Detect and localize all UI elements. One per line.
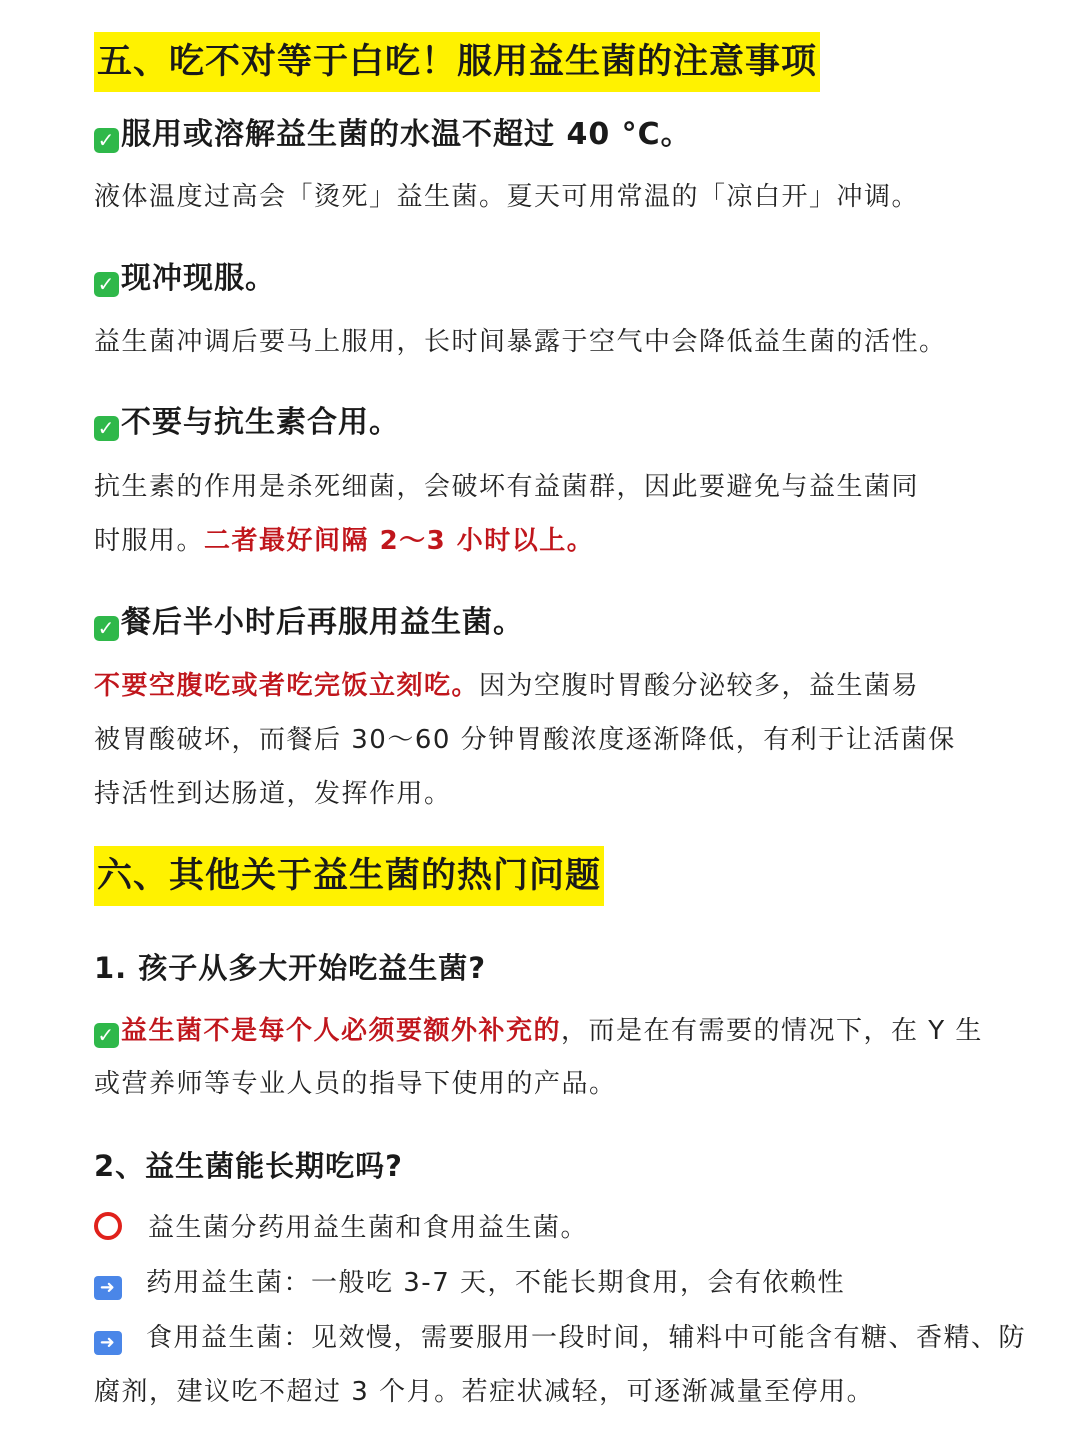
point-2 — [94, 1263, 845, 1303]
tip-3-body-line2 — [94, 521, 594, 561]
arrow-right-icon: ➜ — [94, 1276, 122, 1300]
tip-3-body-line1: 抗生素的作用是杀死细菌，会破坏有益菌群，因此要避免与益生菌同 — [94, 472, 920, 502]
answer-1-line1 — [94, 1011, 983, 1051]
tip-1-body: 液体温度过高会「烫死」益生菌。夏天可用常温的「凉白开」冲调。 — [94, 182, 920, 212]
check-icon: ✓ — [94, 416, 119, 441]
tip-3-heading-text: 不要与抗生素合用。 — [121, 405, 400, 440]
tip-3-heading — [94, 403, 400, 443]
section-6-title: 六、其他关于益生菌的热门问题 — [94, 846, 604, 906]
question-2: 2、益生菌能长期吃吗? — [94, 1149, 404, 1183]
tip-1-heading — [94, 115, 692, 155]
check-icon: ✓ — [94, 128, 119, 153]
point-1 — [94, 1208, 588, 1248]
question-1: 1. 孩子从多大开始吃益生菌? — [94, 951, 487, 985]
tip-4-heading — [94, 603, 524, 643]
point-1-text: 益生菌分药用益生菌和食用益生菌。 — [148, 1213, 589, 1243]
tip-4-body-line2: 被胃酸破坏，而餐后 30～60 分钟胃酸浓度逐渐降低，有利于让活菌保 — [94, 725, 956, 755]
answer-1-emphasis: 益生菌不是每个人必须要额外补充的 — [121, 1016, 562, 1046]
point-3-line1 — [94, 1318, 1026, 1358]
tip-3-body-text: 时服用。 — [94, 526, 205, 556]
check-icon: ✓ — [94, 616, 119, 641]
point-2-text: 药用益生菌：一般吃 3-7 天，不能长期食用，会有依赖性 — [146, 1268, 845, 1298]
point-3-line2: 腐剂，建议吃不超过 3 个月。若症状减轻，可逐渐减量至停用。 — [94, 1377, 875, 1407]
answer-1-line2: 或营养师等专业人员的指导下使用的产品。 — [94, 1069, 617, 1099]
tip-4-heading-text: 餐后半小时后再服用益生菌。 — [121, 605, 524, 640]
tip-2-heading-text: 现冲现服。 — [121, 261, 276, 296]
check-icon: ✓ — [94, 1023, 119, 1048]
section-5-title: 五、吃不对等于白吃！服用益生菌的注意事项 — [94, 32, 820, 92]
tip-4-body-line1 — [94, 666, 919, 706]
arrow-right-icon: ➜ — [94, 1331, 122, 1355]
tip-2-heading — [94, 259, 276, 299]
point-3-text: 食用益生菌：见效慢，需要服用一段时间，辅料中可能含有糖、香精、防 — [146, 1323, 1027, 1353]
tip-4-emphasis: 不要空腹吃或者吃完饭立刻吃。 — [94, 671, 480, 701]
tip-4-body-line3: 持活性到达肠道，发挥作用。 — [94, 779, 452, 809]
tip-2-body: 益生菌冲调后要马上服用，长时间暴露于空气中会降低益生菌的活性。 — [94, 327, 947, 357]
answer-1-text: ，而是在有需要的情况下，在 Y 生 — [561, 1016, 983, 1046]
circle-icon — [94, 1212, 122, 1240]
check-icon: ✓ — [94, 272, 119, 297]
tip-1-heading-text: 服用或溶解益生菌的水温不超过 40 °C。 — [121, 117, 692, 152]
tip-3-emphasis: 二者最好间隔 2～3 小时以上。 — [204, 526, 595, 556]
tip-4-body-text: 因为空腹时胃酸分泌较多，益生菌易 — [479, 671, 920, 701]
